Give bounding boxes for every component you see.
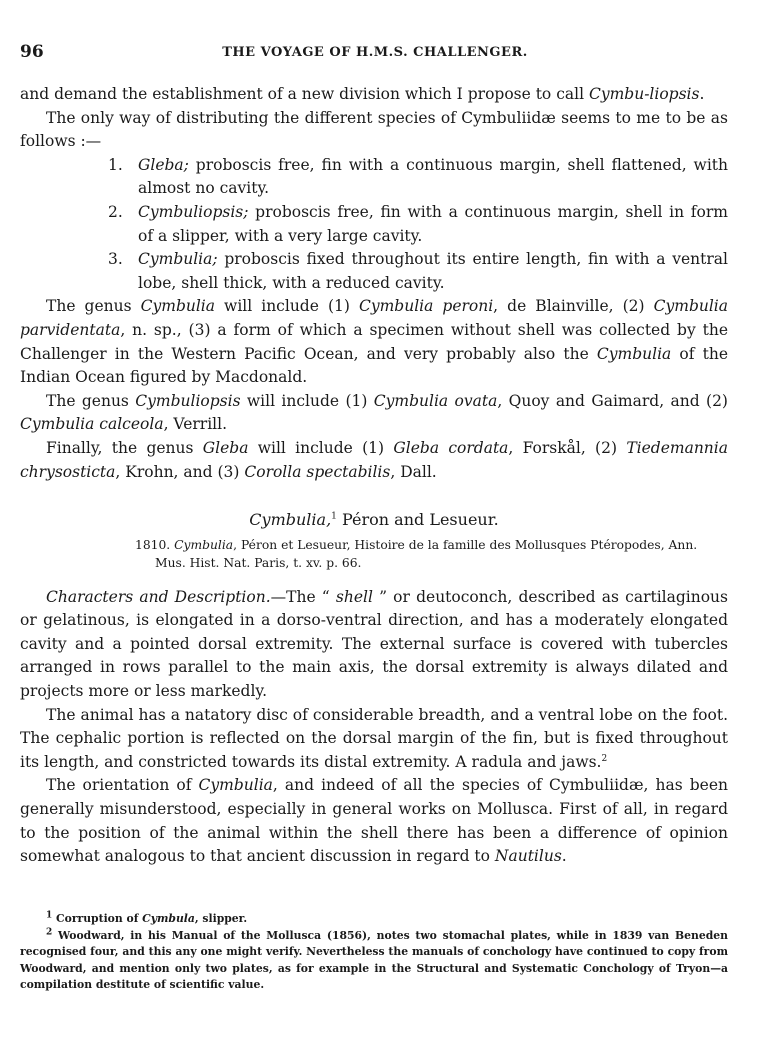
description-paragraph-1: Characters and Description.—The “ shell ” or deutoconch, described as cartilaginous or gelatinous, is elongated in a dorso-ventral direction, and has a moderately elongated cavity and a pointed dorsal extremity. The external surface is covered with tubercles arranged in rows parallel to the main axis, the dorsal extremity is always dilated and projects more or less markedly. (20, 587, 728, 701)
running-head: THE VOYAGE OF H.M.S. CHALLENGER. (222, 45, 528, 60)
page-header (20, 42, 730, 72)
page-number: 96 (20, 42, 44, 62)
citation: 1810. Cymbulia, Péron et Lesueur, Histoire de la famille des Mollusques Ptéropodes, Ann. Mus. Hist. Nat. Paris, t. xv. p. 66. (135, 537, 698, 570)
intro-paragraph: The only way of distributing the different species of Cymbuliidæ seems to me to be as follows :— (20, 108, 728, 151)
genus-cymbulia-paragraph: The genus Cymbulia will include (1) Cymbulia peroni, de Blainville, (2) Cymbulia parvidentata, n. sp., (3) a form of which a specimen without shell was collected by the Challenger in the Western Pacific Ocean, and very probably also the Cymbulia of the Indian Ocean figured by Macdonald. (20, 297, 728, 387)
footnotes (20, 911, 728, 994)
list-item-gleba: 1. Gleba; proboscis free, fin with a continuous margin, shell flattened, with almost no cavity. (108, 155, 728, 198)
list-item-cymbuliopsis: 2. Cymbuliopsis; proboscis free, fin with a continuous margin, shell in form of a slipper, with a very large cavity. (108, 202, 728, 245)
list-item-cymbulia: 3. Cymbulia; proboscis fixed throughout its entire length, fin with a ventral lobe, shell thick, with a reduced cavity. (108, 250, 728, 292)
section-heading: Cymbulia,$^1$ Péron and Lesueur. (249, 510, 499, 530)
description-paragraph-2: The animal has a natatory disc of considerable breadth, and a ventral lobe on the foot. The cephalic portion is reflected on the dorsal margin of the fin, but is fixed throughout its length, and constricted towards its distal extremity. A radula and jaws.$^2$ (20, 705, 728, 771)
footnote-1: $^1$ Corruption of Cymbula, slipper. (46, 910, 248, 925)
footnote-2: $^2$ Woodward, in his Manual of the Mollusca (1856), notes two stomachal plates, while in 1839 van Beneden recognised four, and this any one might verify. Nevertheless the manuals of conchology have continued to copy from Woodward, and mention only two plates, as for example in the Structural and Systematic Conchology of Tryon—a compilation destitute of scientific value. (20, 926, 728, 991)
genus-gleba-paragraph: Finally, the genus Gleba will include (1) Gleba cordata, Forskål, (2) Tiedemannia chrysosticta, Krohn, and (3) Corolla spectabilis, Dall. (20, 438, 728, 481)
body-text (20, 83, 728, 869)
description-paragraph-3: The orientation of Cymbulia, and indeed of all the species of Cymbuliidæ, has been generally misunderstood, especially in general works on Mollusca. First of all, in regard to the position of the animal within the shell there has been a difference of opinion somewhat analogous to that ancient discussion in regard to Nautilus. (20, 776, 728, 866)
intro-paragraph-continued: and demand the establishment of a new division which I propose to call Cymbu-liopsis. (20, 85, 705, 103)
genus-cymbuliopsis-paragraph: The genus Cymbuliopsis will include (1) Cymbulia ovata, Quoy and Gaimard, and (2) Cymbulia calceola, Verrill. (20, 391, 728, 434)
